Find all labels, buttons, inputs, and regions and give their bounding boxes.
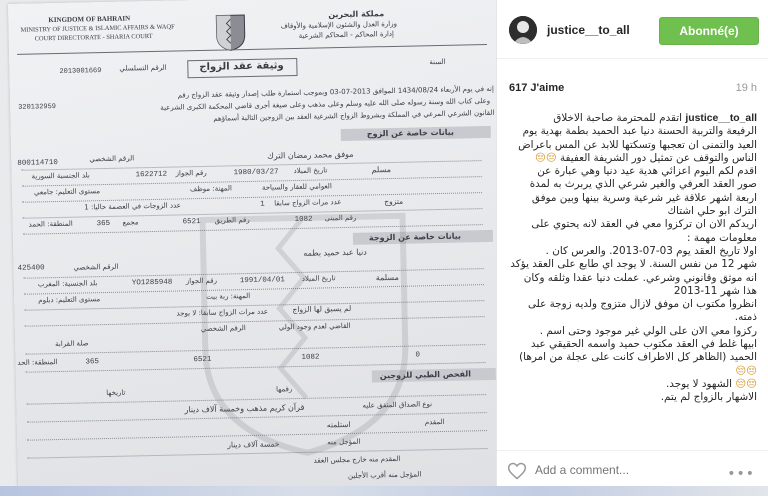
avatar-image-icon — [509, 16, 537, 44]
emoji-icon: 😔😔 — [735, 377, 757, 390]
groom-cpr-label: الرقم الشخصي — [89, 154, 135, 164]
comment-input[interactable] — [535, 459, 725, 481]
groom-passport: 1622712 — [135, 170, 168, 180]
caption-line-17: ابيها غلط في العقد مكتوب حميد واسمه الحقيقي عبد — [530, 338, 757, 351]
dowry-label: نوع الصداق المتفق عليه — [362, 400, 433, 410]
serial-label: الرقم التسلسلي — [119, 63, 167, 73]
intro-line-2: وعلى كتاب الله وسنة رسوله صلى الله عليه وسلم وعلى مذهب وعلى صيغة أجرى قاضي المحكمة الكبرى الشرعية — [160, 96, 491, 112]
bride-block: 365 — [85, 358, 100, 367]
groom-road-label: رقم الطريق — [214, 215, 250, 225]
advance-label: المقدم — [424, 417, 445, 427]
serial-number: 2013001669 — [59, 67, 102, 76]
bride-passport-label: رقم الجواز — [185, 276, 218, 286]
groom-dob-label: تاريخ الميلاد — [293, 166, 328, 176]
caption-line-8: اريدكم الان ان تركزوا معي في العقد لانه يحتوي على — [531, 218, 757, 231]
medical-number: رقمها — [276, 385, 293, 394]
groom-marriages-label: عدد مرات الزواج سابقا — [274, 198, 342, 208]
intro-line-3: القانون الشرعي المرعي في المملكة وبشروط الزواج الشرعية العقد بين الزوجين التالية أسماؤهم — [213, 108, 495, 123]
post-header — [497, 0, 768, 59]
groom-dob: 1980/03/27 — [233, 168, 279, 178]
last-line: المؤجل منه أقرب الأجلين — [347, 470, 422, 480]
caption-line-16: ركزوا معي الان على الولي غير موجود وحتى اسم . — [539, 324, 757, 337]
doc-header-ar-3: إدارة المحاكم - المحاكم الشرعية — [298, 29, 395, 40]
taskbar-strip — [0, 486, 768, 496]
bride-section-title: بيانات خاصة عن الزوجة — [368, 231, 462, 243]
bride-dob-label: تاريخ الميلاد — [301, 274, 336, 283]
bahrain-emblem-icon — [213, 11, 248, 52]
caption-line-10: اولا تاريخ العقد يوم 03-07-2013. والعرس كان . — [545, 244, 757, 257]
bride-building: 1082 — [301, 353, 320, 362]
post-time[interactable]: 19 h — [735, 82, 757, 94]
marriage-contract-document — [8, 0, 496, 496]
bride-road: 6521 — [193, 355, 212, 365]
caption-line-12: انه موثق وقانوني وشرعي. عملت دنيا عقدا وثلقه وكان — [523, 271, 757, 284]
groom-status: متزوج — [384, 196, 404, 207]
bride-job: المهنة: ربة بيت — [206, 291, 251, 301]
doc-header-en-1: KINGDOM OF BAHRAIN — [48, 14, 131, 25]
bride-education: مستوى التعليم: دبلوم — [38, 295, 101, 305]
groom-block-label: مجمع — [122, 218, 139, 227]
groom-cpr: 800114710 — [17, 158, 58, 168]
emoji-icon: 😔😔 — [534, 151, 557, 164]
place-label: المقدم منه خارج مجلس العقد — [313, 454, 401, 465]
bride-cpr-label: الرقم الشخصي — [73, 262, 119, 272]
caption-username[interactable]: justice__to_all — [685, 113, 757, 124]
caption-line-13: هذا شهر 11-2013 — [673, 284, 757, 297]
sheet-label: السنة — [429, 57, 446, 67]
groom-name: موفق محمد رمضان الترك — [267, 149, 354, 161]
groom-job: العوامي للعقار والسياحة — [261, 182, 332, 192]
caption-line-3: الناس والتوقف عن تمثيل دور الشريفة العفيفة — [559, 151, 757, 164]
caption-line-14: انظروا مكتوب ان موفق لازال متزوج ولديه زوجة على — [527, 298, 757, 311]
dowry-value: قرآن كريم مذهب وخمسة آلاف دينار — [184, 402, 305, 415]
bride-prev-label: عدد مرات الزواج سابقا: لا يوجد — [176, 307, 269, 318]
groom-nationality: بلد الجنسية السورية — [31, 171, 90, 181]
emoji-icon: 😔😔 — [735, 364, 757, 377]
doc-header-en-2: MINISTRY OF JUSTICE & ISLAMIC AFFAIRS & WAQF — [20, 23, 175, 34]
bride-area: المنطقة: الحد — [17, 358, 58, 367]
caption-line-7: الترك ابو حلي اشتاك — [667, 205, 757, 218]
caption-line-15: ذمته. — [734, 311, 757, 324]
groom-marriages: 1 — [260, 200, 265, 209]
bride-prev-married: لم يسبق لها الزواج — [292, 303, 352, 315]
doc-header-ar-1: مملكة البحرين — [328, 9, 385, 20]
bride-dob: 1991/04/01 — [239, 276, 285, 286]
bride-guardian-cpr: الرقم الشخصي — [200, 324, 246, 334]
caption-line-0: اتقدم للمحترمة صاحبة الاخلاق — [553, 112, 683, 124]
bride-passport: YO1285948 — [131, 278, 173, 288]
caption-line-20: الاشهار بالزواج لم يتم. — [660, 391, 757, 404]
caption-line-4: اقدم لكم اليوم اعزائي هدية عيد دنيا وهي عبارة عن — [537, 165, 757, 178]
groom-passport-label: رقم الجواز — [175, 168, 207, 178]
username-link[interactable]: justice__to_all — [547, 23, 630, 37]
bride-name: دنيا عبد حميد بطمه — [303, 247, 367, 258]
medical-date: تاريخها — [106, 388, 126, 398]
intro-line-1: إنه في يوم الأربعاء 1434/08/24 الموافق 2013-07-03 وبموجب استمارة طلب إصدار وثيقة عقد الزواج رقم — [177, 84, 494, 100]
doc-header-en-3: COURT DIRECTORATE - SHARIA COURT — [34, 32, 153, 43]
groom-wives: عدد الزوجات في العصمة حاليا: 1 — [84, 201, 181, 212]
doc-title: وثيقة عقد الزواج — [199, 60, 284, 74]
groom-religion: مسلم — [371, 165, 392, 175]
bride-religion: مسلمة — [375, 272, 399, 283]
caption-line-9: معلومات مهمة : — [687, 231, 757, 244]
groom-block: 365 — [96, 219, 111, 229]
groom-job-label: المهنة: موظف — [189, 184, 232, 194]
heart-icon[interactable] — [507, 461, 527, 481]
caption-line-1: الرفيعة والتربية الحسنة دنيا عبد الحميد بطمة بهدية يوم — [522, 125, 757, 138]
deferred-value: خمسة آلاف دينار — [227, 439, 280, 450]
groom-road: 6521 — [182, 218, 201, 227]
avatar[interactable] — [509, 16, 537, 44]
instagram-post-panel — [496, 0, 768, 496]
medical-section-title: الفحص الطبي للزوجين — [379, 369, 472, 381]
caption-line-6: اربعة اشهر علاقة غير شرعية وسرية بينها وبين موفق — [531, 191, 757, 204]
caption-line-18: الحميد (الظاهر كل الاطراف كانت على عجلة من امرها) — [519, 351, 757, 364]
bride-guardian: القاضي لعدم وجود الولي — [278, 321, 351, 332]
caption-line-19: الشهود لا يوجد. — [665, 377, 733, 390]
groom-education: مستوى التعليم: جامعي — [33, 187, 101, 197]
groom-building: 1082 — [294, 215, 313, 225]
bride-zero: 0 — [415, 351, 421, 360]
watermark-emblem-icon — [182, 195, 427, 460]
likes-count[interactable]: 617 J'aime — [509, 82, 565, 94]
post-caption — [505, 112, 757, 442]
following-button[interactable]: Abonné(e) — [659, 17, 759, 45]
bride-kinship: صلة القرابة — [55, 339, 89, 349]
caption-line-2: العيد والتمنى ان تعجبها وتسكتها للابد عن المس باعراض — [518, 138, 757, 151]
groom-building-label: رقم المبنى — [324, 213, 357, 223]
doc-header-ar-2: وزارة العدل والشئون الإسلامية والأوقاف — [280, 19, 398, 31]
bride-cpr: 425400 — [17, 264, 45, 273]
advance-value: استلمته — [326, 419, 351, 430]
more-options-icon[interactable]: ••• — [727, 466, 755, 482]
groom-section-title: بيانات خاصة عن الزوج — [366, 127, 455, 139]
ref-number: 320132959 — [18, 103, 57, 112]
caption-line-5: صور العقد العرفي والغير شرعي الذي يربرث به لمدة — [529, 178, 757, 191]
groom-area: المنطقة: الحمد — [28, 219, 73, 229]
caption-line-11: شهر 12 من نفس السنة. لا يوجد اي طابع على العقد يؤكد — [510, 258, 757, 271]
deferred-label: المؤجل منه — [327, 437, 361, 447]
bride-nationality: بلد الجنسية: المغرب — [37, 279, 98, 289]
